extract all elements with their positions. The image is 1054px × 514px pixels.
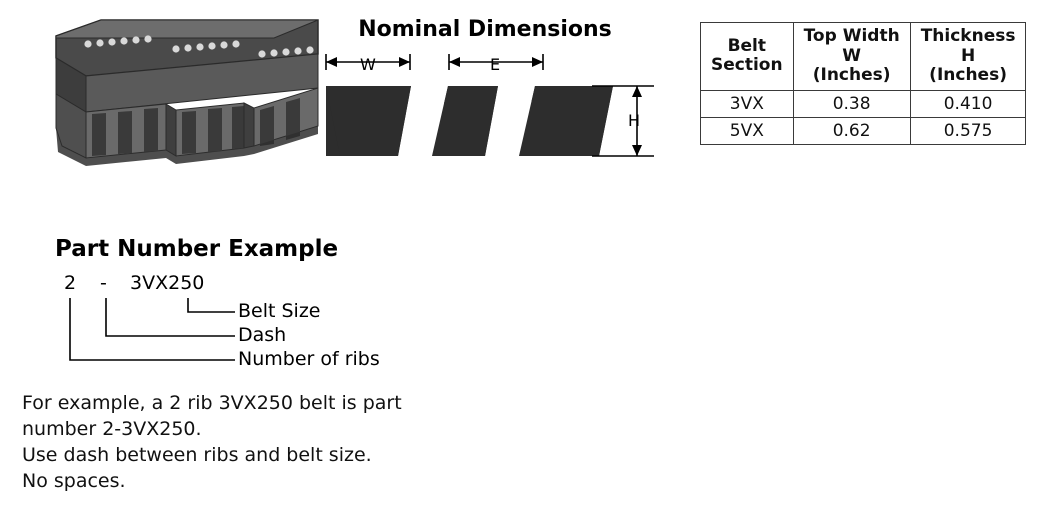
cell-belt-section: 3VX xyxy=(701,90,794,117)
h-label: H xyxy=(628,111,641,130)
callout-belt-size: Belt Size xyxy=(238,300,321,322)
belt-illustration-svg xyxy=(26,8,326,188)
description-text xyxy=(22,390,542,494)
description-line-2: number 2-3VX250. xyxy=(22,418,202,440)
token-dash: - xyxy=(100,272,107,294)
e-label: E xyxy=(490,55,501,74)
e-arrow-left-head xyxy=(449,57,460,67)
nominal-dimensions-title: Nominal Dimensions xyxy=(358,17,612,42)
cell-thickness: 0.410 xyxy=(910,90,1026,117)
cell-top-width: 0.38 xyxy=(793,90,910,117)
description-line-1: For example, a 2 rib 3VX250 belt is part xyxy=(22,392,402,414)
callout-number-of-ribs: Number of ribs xyxy=(238,348,380,370)
description-line-3: Use dash between ribs and belt size. xyxy=(22,444,372,466)
table-row xyxy=(701,117,1026,144)
belt-top-face xyxy=(56,20,318,38)
description-line-4: No spaces. xyxy=(22,470,126,492)
h-arrow-bottom-head xyxy=(632,145,642,156)
cross-section-body xyxy=(326,86,613,156)
header-thickness: Thickness H (Inches) xyxy=(910,23,1026,91)
table-header-row xyxy=(701,23,1026,91)
part-number-example-group xyxy=(20,236,480,386)
cell-thickness: 0.575 xyxy=(910,117,1026,144)
h-arrow-top-head xyxy=(632,86,642,97)
callout-dash: Dash xyxy=(238,324,287,346)
w-label: W xyxy=(360,55,376,74)
token-belt-size: 3VX250 xyxy=(130,272,205,294)
table-row xyxy=(701,90,1026,117)
cell-top-width: 0.62 xyxy=(793,117,910,144)
cell-belt-section: 5VX xyxy=(701,117,794,144)
w-arrow-left-head xyxy=(326,57,337,67)
header-belt-section: Belt Section xyxy=(701,23,794,91)
e-arrow-right-head xyxy=(532,57,543,67)
token-number-of-ribs: 2 xyxy=(64,272,77,294)
belt-illustration xyxy=(26,8,326,188)
belt-spec-table xyxy=(700,22,1026,145)
header-top-width: Top Width W (Inches) xyxy=(793,23,910,91)
w-arrow-right-head xyxy=(399,57,410,67)
nominal-dimensions-group xyxy=(310,8,680,188)
part-number-example-title: Part Number Example xyxy=(55,236,339,262)
